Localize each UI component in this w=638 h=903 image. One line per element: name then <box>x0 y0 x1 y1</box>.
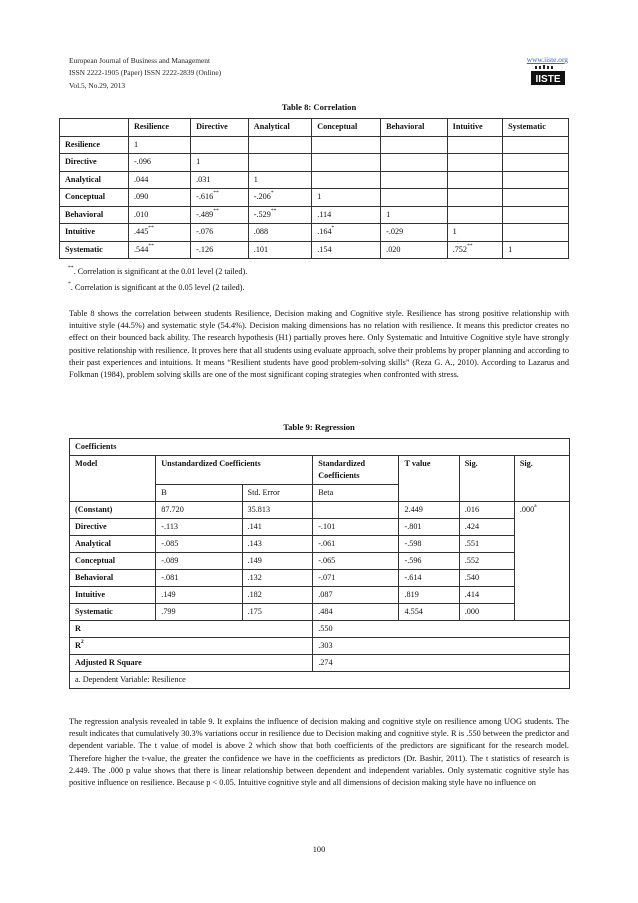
col-beta: Beta <box>313 485 399 502</box>
correlation-cell <box>381 154 448 172</box>
correlation-row-label: Behavioral <box>60 206 129 224</box>
model-sig-value: .000 <box>519 505 535 514</box>
correlation-row-label: Systematic <box>60 241 129 259</box>
correlation-cell <box>447 224 502 242</box>
correlation-cell <box>503 189 569 207</box>
correlation-value: -.206 <box>253 192 271 201</box>
correlation-column-header: Resilience <box>128 119 190 137</box>
regression-cell-beta: .087 <box>313 587 399 604</box>
regression-cell-t: -.598 <box>399 536 459 553</box>
correlation-cell <box>447 136 502 154</box>
correlation-cell <box>381 241 448 259</box>
regression-row <box>70 519 570 536</box>
correlation-value: .031 <box>196 174 211 184</box>
summary-label <box>70 638 313 655</box>
regression-cell-b: 87.720 <box>156 502 242 519</box>
journal-header <box>69 55 221 92</box>
regression-footnote: a. Dependent Variable: Resilience <box>70 672 570 689</box>
correlation-row <box>60 154 569 172</box>
col-standardized: Standardized Coefficients <box>313 456 399 485</box>
correlation-value: .154 <box>317 244 332 254</box>
correlation-row-label: Directive <box>60 154 129 172</box>
regression-row <box>70 502 570 519</box>
correlation-value: -.489 <box>196 209 214 219</box>
regression-cell-t: .819 <box>399 587 459 604</box>
correlation-note-1: **. Correlation is significant at the 0.01 level (2 tailed). <box>68 265 248 276</box>
regression-row-label: Intuitive <box>70 587 156 604</box>
regression-cell-t: -.596 <box>399 553 459 570</box>
journal-url-link[interactable]: www.iiste.org <box>526 55 568 64</box>
correlation-cell <box>447 241 502 259</box>
regression-cell-se: 35.813 <box>242 502 313 519</box>
regression-cell-se: .182 <box>242 587 313 604</box>
significance-mark: ** <box>148 225 154 231</box>
correlation-column-header: Behavioral <box>381 119 448 137</box>
correlation-cell <box>447 206 502 224</box>
correlation-header-row <box>60 119 569 137</box>
correlation-cell <box>312 171 381 189</box>
regression-cell-sig: .016 <box>459 502 514 519</box>
regression-row-label: Directive <box>70 519 156 536</box>
summary-value: .550 <box>313 621 570 638</box>
regression-cell-se: .143 <box>242 536 313 553</box>
summary-label <box>70 621 313 638</box>
correlation-column-header: Systematic <box>503 119 569 137</box>
correlation-value: .445 <box>133 227 149 236</box>
col-model: Model <box>70 456 156 502</box>
regression-cell-beta: -.061 <box>313 536 399 553</box>
col-t-value: T value <box>399 456 459 502</box>
regression-cell-se: .175 <box>242 604 313 621</box>
correlation-value: .164 <box>317 227 332 236</box>
regression-row-label: Analytical <box>70 536 156 553</box>
regression-cell-sig: .551 <box>459 536 514 553</box>
correlation-cell <box>128 171 190 189</box>
correlation-value: .114 <box>317 209 332 219</box>
regression-cell-beta: -.065 <box>313 553 399 570</box>
regression-cell-b: -.089 <box>156 553 242 570</box>
regression-row-label: Conceptual <box>70 553 156 570</box>
correlation-value: -.126 <box>196 244 214 254</box>
correlation-value: -.076 <box>196 227 214 236</box>
model-sig-mark: a <box>534 503 537 509</box>
regression-cell-t: -.801 <box>399 519 459 536</box>
correlation-row-label: Analytical <box>60 171 129 189</box>
model-summary-row <box>70 638 570 655</box>
significance-mark: * <box>331 225 335 231</box>
regression-cell-t: 4.554 <box>399 604 459 621</box>
correlation-cell <box>312 136 381 154</box>
correlation-value: .044 <box>133 174 149 184</box>
summary-value: .303 <box>313 638 570 655</box>
correlation-cell <box>381 136 448 154</box>
correlation-value: 1 <box>508 244 513 254</box>
table8-caption: Table 8: Correlation <box>281 102 357 112</box>
significance-mark: * <box>270 190 274 196</box>
correlation-cell <box>248 189 311 207</box>
regression-cell-sig: .540 <box>459 570 514 587</box>
regression-row-label: (Constant) <box>70 502 156 519</box>
correlation-cell <box>503 224 569 242</box>
regression-cell-sig: .000 <box>459 604 514 621</box>
correlation-value: .088 <box>253 227 269 236</box>
correlation-row <box>60 241 569 259</box>
correlation-cell <box>381 189 448 207</box>
iiste-logo <box>531 65 565 87</box>
summary-label-sup: 2 <box>80 639 84 645</box>
correlation-cell <box>128 224 190 242</box>
regression-cell-b: .799 <box>156 604 242 621</box>
col-unstandardized: Unstandardized Coefficients <box>156 456 313 485</box>
correlation-cell <box>128 206 190 224</box>
col-sig: Sig. <box>459 456 514 502</box>
regression-cell-beta: -.101 <box>313 519 399 536</box>
correlation-row <box>60 206 569 224</box>
correlation-cell <box>503 154 569 172</box>
correlation-cell <box>128 136 190 154</box>
correlation-value: 1 <box>253 174 258 184</box>
regression-discussion-paragraph: The regression analysis revealed in table 9. It explains the influence of decision making and cognitive style on resilience among UOG students. The result indicates that cumulatively 30.3% variations occur in resilience due to Decision making and cognitive style. R is .550 between the predictor and dependent variable. The t value of model is above 2 which show that both coefficients of the predictors are significant for the research model. Therefore higher the t-value, the greater the confidence we have in the coefficients as predictors (Dr. Bashir, 2011). The t statistics of research is 2.449. The .000 p value shows that there is linear relationship between dependent and independent variables. Only systematic cognitive style has positive influence on resilience. Because p < 0.05. Intuitive cognitive style and all dimensions of decision making style have no influence on <box>69 717 569 788</box>
correlation-cell <box>191 241 249 259</box>
correlation-cell <box>447 154 502 172</box>
regression-cell-beta <box>313 502 399 519</box>
correlation-cell <box>312 241 381 259</box>
regression-row-label: Behavioral <box>70 570 156 587</box>
correlation-row-label: Conceptual <box>60 189 129 207</box>
correlation-cell <box>191 206 249 224</box>
page-number: 100 <box>312 845 326 854</box>
journal-name: European Journal of Business and Management <box>69 56 211 65</box>
correlation-value: -.096 <box>133 157 152 166</box>
regression-cell-se: .149 <box>242 553 313 570</box>
significance-mark: ** <box>270 207 277 214</box>
correlation-value: 1 <box>386 209 391 219</box>
col-sig-model: Sig. <box>514 456 569 502</box>
correlation-cell <box>248 136 311 154</box>
correlation-cell <box>248 224 311 242</box>
summary-label-text: Adjusted R Square <box>75 658 142 667</box>
regression-cell-beta: .484 <box>313 604 399 621</box>
regression-row <box>70 536 570 553</box>
regression-cell-b: -.081 <box>156 570 242 587</box>
regression-cell-se: .132 <box>242 570 313 587</box>
correlation-cell <box>312 224 381 242</box>
regression-title: Coefficients <box>70 439 570 456</box>
regression-cell-sig: .414 <box>459 587 514 604</box>
correlation-cell <box>128 154 190 172</box>
summary-label <box>70 655 313 672</box>
correlation-column-header: Analytical <box>248 119 311 137</box>
regression-row <box>70 587 570 604</box>
correlation-value: .090 <box>133 192 149 201</box>
regression-row <box>70 570 570 587</box>
correlation-cell <box>312 206 381 224</box>
correlation-cell <box>248 206 311 224</box>
summary-label-text: R <box>75 624 81 633</box>
corner-cell <box>60 119 129 137</box>
correlation-cell <box>248 154 311 172</box>
correlation-value: -.529 <box>253 209 271 219</box>
correlation-value: .752 <box>452 244 467 254</box>
significance-mark: ** <box>466 242 473 249</box>
correlation-cell <box>128 189 190 207</box>
model-summary-row <box>70 655 570 672</box>
correlation-row-label: Resilience <box>60 136 129 154</box>
regression-cell-sig: .552 <box>459 553 514 570</box>
correlation-value: 1 <box>133 139 139 149</box>
correlation-cell <box>191 189 249 207</box>
regression-table <box>69 438 570 689</box>
logo-lettering: IISTE <box>535 74 561 85</box>
model-summary-row <box>70 621 570 638</box>
correlation-cell <box>503 241 569 259</box>
summary-value: .274 <box>313 655 570 672</box>
correlation-row <box>60 136 569 154</box>
correlation-note-2: *. Correlation is significant at the 0.05 level (2 tailed). <box>68 281 245 292</box>
significance-mark: ** <box>148 242 154 249</box>
summary-label-text: R <box>75 641 81 650</box>
regression-cell-b: -.085 <box>156 536 242 553</box>
correlation-cell <box>503 136 569 154</box>
correlation-cell <box>128 241 190 259</box>
correlation-cell <box>381 206 448 224</box>
correlation-column-header: Intuitive <box>447 119 502 137</box>
correlation-cell <box>503 171 569 189</box>
correlation-cell <box>447 171 502 189</box>
correlation-value: .101 <box>253 244 269 254</box>
correlation-cell <box>447 189 502 207</box>
correlation-value: .544 <box>133 244 149 254</box>
regression-cell-t: 2.449 <box>399 502 459 519</box>
correlation-value: -.616 <box>196 192 214 201</box>
correlation-cell <box>191 154 249 172</box>
correlation-cell <box>381 171 448 189</box>
regression-cell-beta: -.071 <box>313 570 399 587</box>
model-significance <box>514 502 569 621</box>
correlation-value: .020 <box>386 244 401 254</box>
correlation-cell <box>248 241 311 259</box>
correlation-cell <box>312 189 381 207</box>
correlation-value: 1 <box>452 227 457 236</box>
correlation-cell <box>503 206 569 224</box>
journal-issn: ISSN 2222-1905 (Paper) ISSN 2222-2839 (Online) <box>69 68 222 78</box>
correlation-row <box>60 224 569 242</box>
significance-mark: ** <box>213 207 219 214</box>
regression-row <box>70 604 570 621</box>
table9-caption: Table 9: Regression <box>283 422 355 432</box>
journal-volume: Vol.5, No.29, 2013 <box>69 80 126 90</box>
correlation-cell <box>191 224 249 242</box>
correlation-column-header: Directive <box>191 119 249 137</box>
col-b: B <box>156 485 242 502</box>
col-std-error: Std. Error <box>242 485 313 502</box>
correlation-value: 1 <box>317 192 322 201</box>
significance-mark: ** <box>213 190 219 196</box>
correlation-cell <box>191 136 249 154</box>
correlation-table <box>59 118 569 259</box>
regression-row <box>70 553 570 570</box>
correlation-row-label: Intuitive <box>60 224 129 242</box>
regression-cell-t: -.614 <box>399 570 459 587</box>
regression-cell-b: -.113 <box>156 519 242 536</box>
correlation-row <box>60 189 569 207</box>
regression-row-label: Systematic <box>70 604 156 621</box>
regression-cell-se: .141 <box>242 519 313 536</box>
regression-cell-b: .149 <box>156 587 242 604</box>
correlation-cell <box>312 154 381 172</box>
correlation-column-header: Conceptual <box>312 119 381 137</box>
correlation-cell <box>248 171 311 189</box>
correlation-discussion-paragraph: Table 8 shows the correlation between students Resilience, Decision making and Cognitive style. Resilience has strong positive relationship with intuitive style (44.5%) and systematic style (54.4%). Decision making dimensions has no relation with resilience. It means this predictor creates no effect on their bounced back ability. The research hypothesis (H1) partially proves here. Only Systematic and Intuitive Cognitive style have strongly positive relationship with resilience. It proves here that all students using evaluate approach, solve their problems by proper planning and according to their past experiences and intuitions. It means “Resilient students have good problem-solving skills” (Reza G. A., 2010). According to Lazarus and Folkman (1984), problem solving skills are one of the most significant coping strategies when confronted with stress. <box>69 309 569 380</box>
correlation-value: -.029 <box>386 227 404 236</box>
correlation-value: .010 <box>133 209 149 219</box>
correlation-row <box>60 171 569 189</box>
regression-cell-sig: .424 <box>459 519 514 536</box>
correlation-value: 1 <box>196 157 201 166</box>
correlation-cell <box>381 224 448 242</box>
correlation-cell <box>191 171 249 189</box>
